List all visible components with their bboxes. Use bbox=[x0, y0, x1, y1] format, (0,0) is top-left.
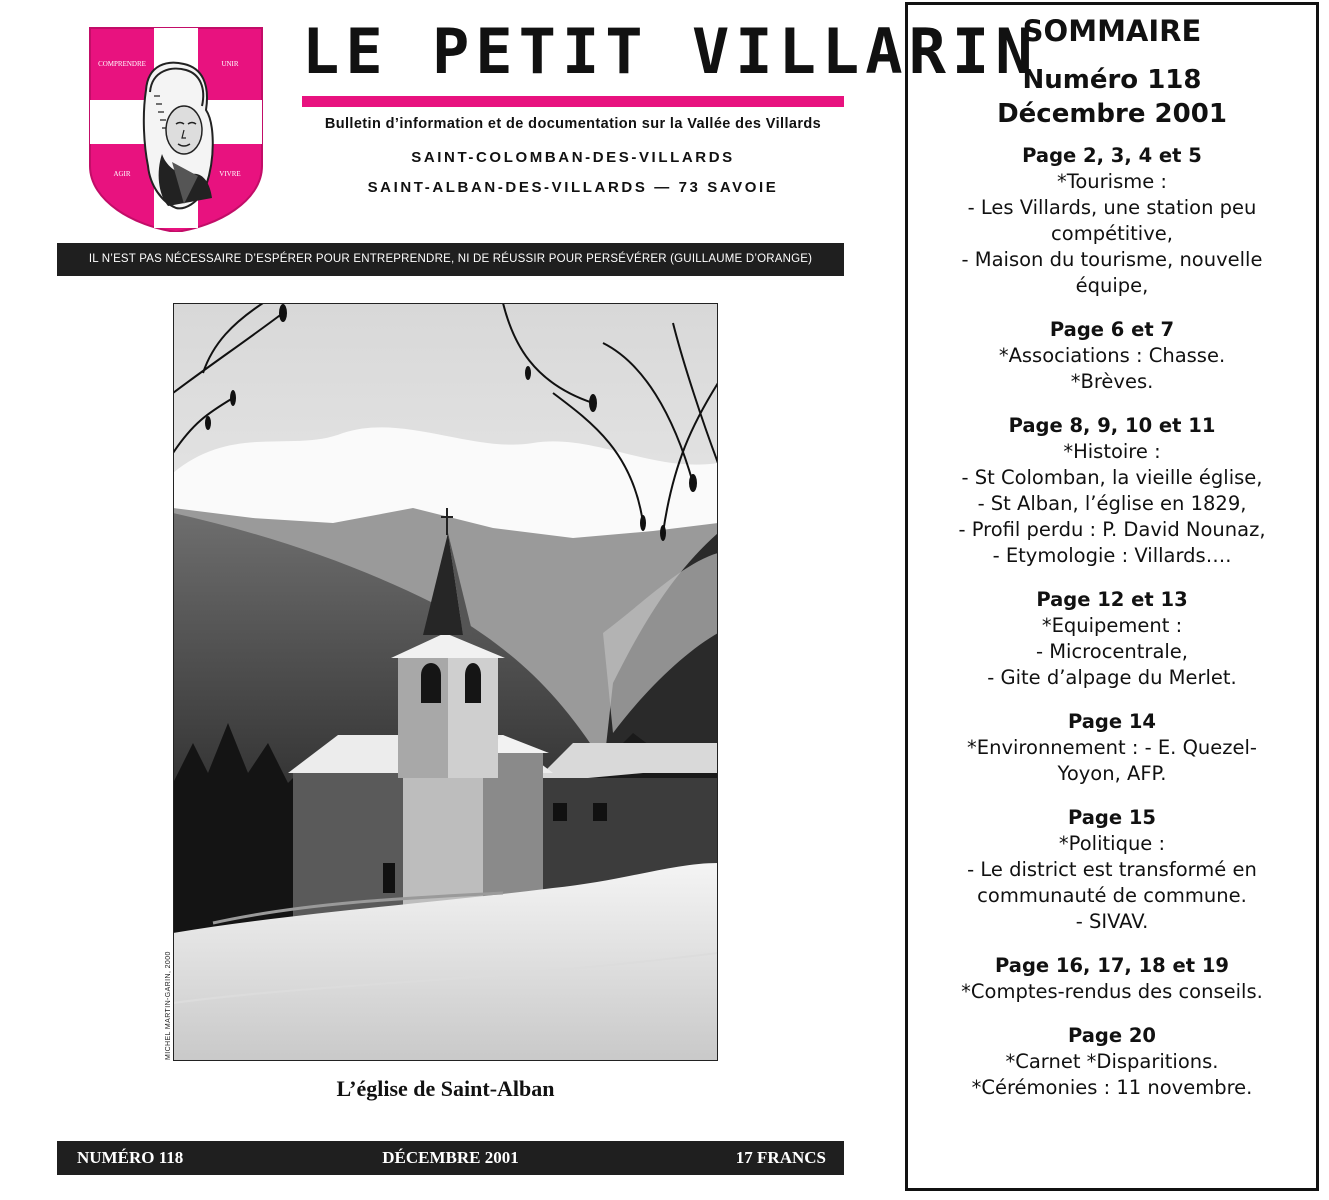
photo-credit: MICHEL MARTIN-GARIN, 2000 bbox=[165, 951, 172, 1060]
commune-logo-shield bbox=[88, 26, 264, 232]
toc-section-line: - St Colomban, la vieille église, bbox=[961, 466, 1263, 489]
toc-section bbox=[908, 1023, 1316, 1101]
toc-section-line: *Environnement : - E. Quezel- bbox=[967, 736, 1257, 759]
toc-section-line: *Politique : bbox=[1058, 832, 1166, 855]
toc-section-pages: Page 14 bbox=[1067, 710, 1157, 733]
toc-section-line: *Tourisme : bbox=[1057, 170, 1167, 193]
toc-section bbox=[908, 953, 1316, 1005]
toc-section-line: *Associations : Chasse. bbox=[998, 344, 1226, 367]
toc-section bbox=[908, 805, 1316, 935]
footer-bar bbox=[57, 1141, 844, 1175]
toc-section bbox=[908, 709, 1316, 787]
toc-section bbox=[908, 317, 1316, 395]
toc-section bbox=[908, 587, 1316, 691]
commune-line-1: SAINT-COLOMBAN-DES-VILLARDS bbox=[411, 149, 735, 166]
toc-section-line: - Etymologie : Villards…. bbox=[992, 544, 1232, 567]
toc-issue-date: Décembre 2001 bbox=[997, 99, 1227, 129]
toc-section-line: *Equipement : bbox=[1041, 614, 1183, 637]
toc-section-pages: Page 20 bbox=[1067, 1024, 1157, 1047]
toc-section-line: - Profil perdu : P. David Nounaz, bbox=[958, 518, 1266, 541]
toc-issue-number: Numéro 118 bbox=[1022, 65, 1202, 95]
toc-section-line: équipe, bbox=[1075, 274, 1149, 297]
toc-section-line: *Carnet *Disparitions. bbox=[1005, 1050, 1219, 1073]
toc-section-line: *Comptes-rendus des conseils. bbox=[961, 980, 1263, 1003]
toc-issue bbox=[908, 63, 1316, 131]
toc-section-line: - St Alban, l’église en 1829, bbox=[977, 492, 1247, 515]
issue-price: 17 FRANCS bbox=[735, 1148, 826, 1167]
toc-section-line: compétitive, bbox=[1051, 222, 1173, 245]
issue-date: DÉCEMBRE 2001 bbox=[382, 1148, 519, 1167]
accent-bar bbox=[302, 96, 844, 107]
logo-word-agir: AGIR bbox=[113, 170, 131, 178]
woman-portrait-icon bbox=[144, 63, 213, 209]
toc-section-line: - Les Villards, une station peu bbox=[967, 196, 1257, 219]
table-of-contents bbox=[905, 2, 1319, 1191]
newsletter-title: LE PETIT VILLARIN bbox=[302, 15, 1039, 88]
newsletter-subtitle: Bulletin d’information et de documentation sur la Vallée des Villards bbox=[324, 116, 822, 132]
toc-section-line: - Le district est transformé en bbox=[967, 858, 1257, 881]
toc-section-line: - SIVAV. bbox=[1075, 910, 1149, 933]
issue-number: NUMÉRO 118 bbox=[77, 1148, 184, 1167]
cover-photo-church bbox=[173, 303, 718, 1061]
toc-section-line: - Gite d’alpage du Merlet. bbox=[987, 666, 1237, 689]
toc-section-pages: Page 6 et 7 bbox=[1049, 318, 1175, 341]
toc-section-line: *Cérémonies : 11 novembre. bbox=[971, 1076, 1253, 1099]
toc-section-pages: Page 2, 3, 4 et 5 bbox=[1022, 144, 1202, 167]
commune-line-2: SAINT-ALBAN-DES-VILLARDS — 73 SAVOIE bbox=[367, 179, 779, 196]
toc-section-line: - Microcentrale, bbox=[1035, 640, 1189, 663]
toc-section-line: *Histoire : bbox=[1063, 440, 1161, 463]
toc-section bbox=[908, 413, 1316, 569]
toc-section-pages: Page 16, 17, 18 et 19 bbox=[995, 954, 1229, 977]
logo-word-vivre: VIVRE bbox=[219, 170, 241, 178]
photo-caption: L’église de Saint-Alban bbox=[336, 1076, 555, 1101]
toc-section-line: communauté de commune. bbox=[977, 884, 1247, 907]
toc-title: SOMMAIRE bbox=[1022, 14, 1202, 48]
toc-sections bbox=[908, 143, 1316, 1101]
toc-section-pages: Page 8, 9, 10 et 11 bbox=[1008, 414, 1216, 437]
toc-section-line: Yoyon, AFP. bbox=[1057, 762, 1167, 785]
quote-banner: IL N’EST PAS NÉCESSAIRE D’ESPÉRER POUR ENTREPRENDRE, NI DE RÉUSSIR POUR PERSÉVÉRER (GUILLAUME D’ORANGE) bbox=[57, 243, 844, 276]
toc-section-pages: Page 12 et 13 bbox=[1036, 588, 1188, 611]
toc-section-pages: Page 15 bbox=[1067, 806, 1157, 829]
toc-section-line: - Maison du tourisme, nouvelle bbox=[961, 248, 1263, 271]
logo-word-comprendre: COMPRENDRE bbox=[98, 60, 146, 68]
toc-section bbox=[908, 143, 1316, 299]
toc-section-line: *Brèves. bbox=[1070, 370, 1154, 393]
logo-word-unir: UNIR bbox=[221, 60, 239, 68]
